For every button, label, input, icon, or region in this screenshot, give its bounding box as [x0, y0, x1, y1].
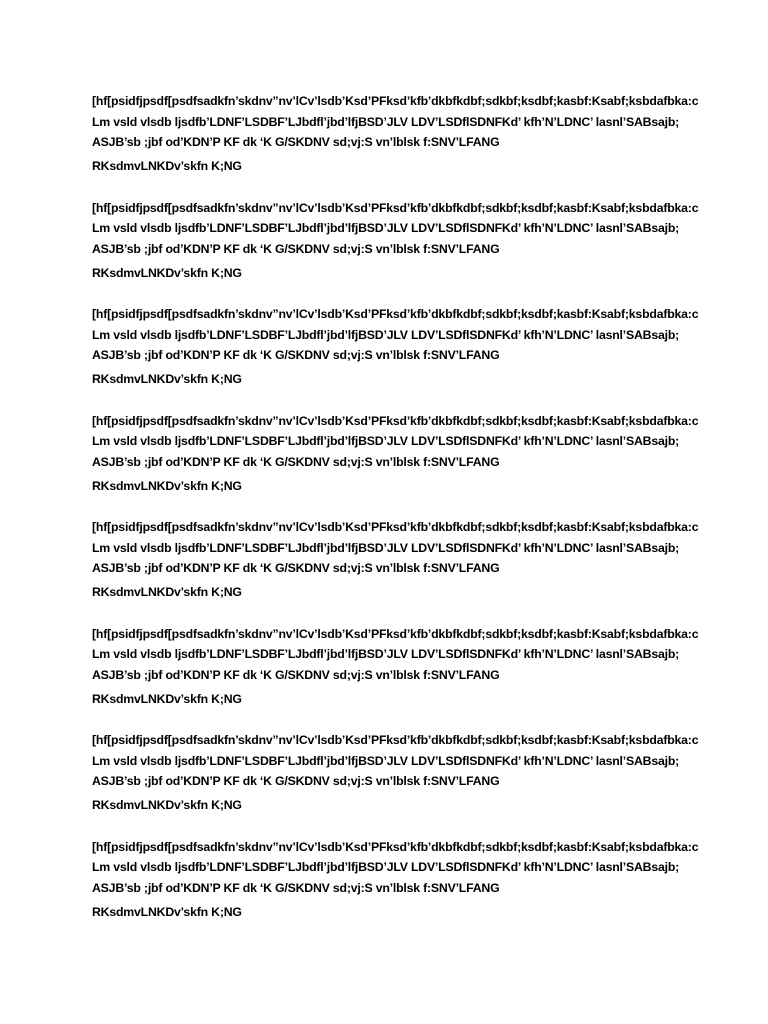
short-line-block [92, 263, 692, 305]
paragraph-line: [hf[psidfjpsdf[psdfsadkfn’skdnv”nv’lCv’lsdb’Ksd’PFksd’kfb’dkbfkdbf;sdkbf;ksdbf;kasbf:Ksabf;ksbdafbka:c [92, 839, 699, 854]
paragraph-line: ASJB’sb ;jbf od’KDN’P KF dk ‘K G/SKDNV sd;vj:S vn’lblsk f:SNV’LFANG [92, 880, 500, 895]
paragraph-line: [hf[psidfjpsdf[psdfsadkfn’skdnv”nv’lCv’lsdb’Ksd’PFksd’kfb’dkbfkdbf;sdkbf;ksdbf;kasbf:Ksabf;ksbdafbka:c [92, 200, 699, 215]
short-line-block [92, 476, 692, 518]
paragraph-line: Lm vsld vlsdb ljsdfb’LDNF’LSDBF’LJbdfl’jbd’lfjBSD’JLV LDV’LSDflSDNFKd’ kfh’N’LDNC’ lasnl’SABsajb; [92, 114, 680, 129]
paragraph-line: Lm vsld vlsdb ljsdfb’LDNF’LSDBF’LJbdfl’jbd’lfjBSD’JLV LDV’LSDflSDNFKd’ kfh’N’LDNC’ lasnl’SABsajb; [92, 434, 680, 448]
short-line: RKsdmvLNKDv’skfn K;NG [92, 265, 242, 280]
text-block [92, 837, 699, 944]
text-block [92, 517, 699, 624]
text-block [92, 411, 699, 518]
paragraph-line: ASJB’sb ;jbf od’KDN’P KF dk ‘K G/SKDNV sd;vj:S vn’lblsk f:SNV’LFANG [92, 135, 500, 149]
short-line: RKsdmvLNKDv’skfn K;NG [92, 691, 242, 706]
short-line-block [92, 369, 692, 411]
short-line: RKsdmvLNKDv’skfn K;NG [92, 585, 242, 599]
short-line-block [92, 582, 692, 624]
text-block [92, 91, 699, 198]
paragraph [92, 837, 699, 902]
paragraph-line: [hf[psidfjpsdf[psdfsadkfn’skdnv”nv’lCv’lsdb’Ksd’PFksd’kfb’dkbfkdbf;sdkbf;ksdbf;kasbf:Ksabf;ksbdafbka:c [92, 733, 699, 747]
paragraph-line: Lm vsld vlsdb ljsdfb’LDNF’LSDBF’LJbdfl’jbd’lfjBSD’JLV LDV’LSDflSDNFKd’ kfh’N’LDNC’ lasnl’SABsajb; [92, 753, 680, 768]
paragraph-line: ASJB’sb ;jbf od’KDN’P KF dk ‘K G/SKDNV sd;vj:S vn’lblsk f:SNV’LFANG [92, 241, 500, 256]
text-block [92, 730, 699, 837]
paragraph [92, 91, 699, 156]
short-line: RKsdmvLNKDv’skfn K;NG [92, 372, 242, 386]
paragraph-line: Lm vsld vlsdb ljsdfb’LDNF’LSDBF’LJbdfl’jbd’lfjBSD’JLV LDV’LSDflSDNFKd’ kfh’N’LDNC’ lasnl’SABsajb; [92, 221, 680, 235]
paragraph-line: Lm vsld vlsdb ljsdfb’LDNF’LSDBF’LJbdfl’jbd’lfjBSD’JLV LDV’LSDflSDNFKd’ kfh’N’LDNC’ lasnl’SABsajb; [92, 540, 680, 555]
paragraph [92, 730, 699, 795]
text-block [92, 624, 699, 731]
short-line: RKsdmvLNKDv’skfn K;NG [92, 159, 242, 173]
paragraph-line: [hf[psidfjpsdf[psdfsadkfn’skdnv”nv’lCv’lsdb’Ksd’PFksd’kfb’dkbfkdbf;sdkbf;ksdbf;kasbf:Ksabf;ksbdafbka:c [92, 307, 699, 321]
short-line-block [92, 902, 692, 944]
paragraph [92, 411, 699, 476]
paragraph-line: ASJB’sb ;jbf od’KDN’P KF dk ‘K G/SKDNV sd;vj:S vn’lblsk f:SNV’LFANG [92, 561, 500, 575]
paragraph-line: [hf[psidfjpsdf[psdfsadkfn’skdnv”nv’lCv’lsdb’Ksd’PFksd’kfb’dkbfkdbf;sdkbf;ksdbf;kasbf:Ksabf;ksbdafbka:c [92, 626, 699, 641]
text-block [92, 304, 699, 411]
paragraph-line: [hf[psidfjpsdf[psdfsadkfn’skdnv”nv’lCv’lsdb’Ksd’PFksd’kfb’dkbfkdbf;sdkbf;ksdbf;kasbf:Ksabf;ksbdafbka:c [92, 413, 699, 428]
paragraph [92, 198, 699, 263]
document-body [92, 91, 699, 943]
short-line: RKsdmvLNKDv’skfn K;NG [92, 904, 242, 919]
paragraph [92, 304, 699, 369]
paragraph-line: ASJB’sb ;jbf od’KDN’P KF dk ‘K G/SKDNV sd;vj:S vn’lblsk f:SNV’LFANG [92, 348, 500, 362]
paragraph [92, 624, 699, 689]
paragraph-line: ASJB’sb ;jbf od’KDN’P KF dk ‘K G/SKDNV sd;vj:S vn’lblsk f:SNV’LFANG [92, 454, 500, 469]
text-block [92, 198, 699, 305]
paragraph-line: Lm vsld vlsdb ljsdfb’LDNF’LSDBF’LJbdfl’jbd’lfjBSD’JLV LDV’LSDflSDNFKd’ kfh’N’LDNC’ lasnl’SABsajb; [92, 647, 680, 661]
short-line-block [92, 795, 692, 837]
paragraph-line: [hf[psidfjpsdf[psdfsadkfn’skdnv”nv’lCv’lsdb’Ksd’PFksd’kfb’dkbfkdbf;sdkbf;ksdbf;kasbf:Ksabf;ksbdafbka:c [92, 94, 699, 108]
paragraph-line: [hf[psidfjpsdf[psdfsadkfn’skdnv”nv’lCv’lsdb’Ksd’PFksd’kfb’dkbfkdbf;sdkbf;ksdbf;kasbf:Ksabf;ksbdafbka:c [92, 520, 699, 534]
short-line: RKsdmvLNKDv’skfn K;NG [92, 478, 242, 493]
paragraph-line: ASJB’sb ;jbf od’KDN’P KF dk ‘K G/SKDNV sd;vj:S vn’lblsk f:SNV’LFANG [92, 774, 500, 788]
paragraph-line: Lm vsld vlsdb ljsdfb’LDNF’LSDBF’LJbdfl’jbd’lfjBSD’JLV LDV’LSDflSDNFKd’ kfh’N’LDNC’ lasnl’SABsajb; [92, 860, 680, 874]
short-line-block [92, 689, 692, 731]
paragraph-line: ASJB’sb ;jbf od’KDN’P KF dk ‘K G/SKDNV sd;vj:S vn’lblsk f:SNV’LFANG [92, 667, 500, 682]
short-line-block [92, 156, 692, 198]
paragraph [92, 517, 699, 582]
paragraph-line: Lm vsld vlsdb ljsdfb’LDNF’LSDBF’LJbdfl’jbd’lfjBSD’JLV LDV’LSDflSDNFKd’ kfh’N’LDNC’ lasnl’SABsajb; [92, 327, 680, 342]
short-line: RKsdmvLNKDv’skfn K;NG [92, 798, 242, 812]
